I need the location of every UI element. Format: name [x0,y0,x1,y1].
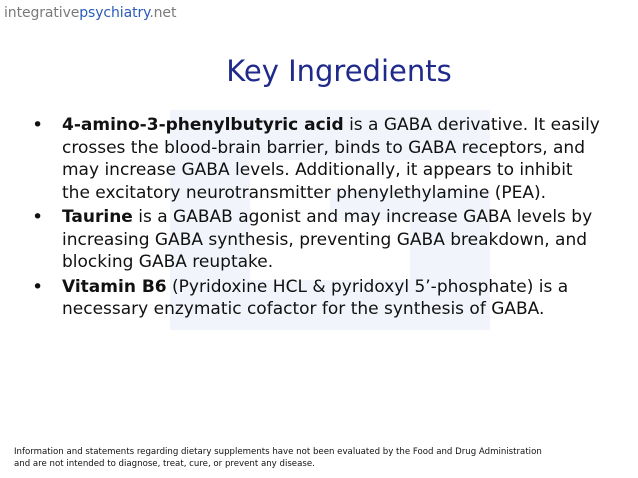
logo-text-psychiatry: psychiatry [79,5,150,21]
ingredient-term: Vitamin B6 [62,276,167,297]
list-item [28,206,603,274]
slide-title: Key Ingredients [226,54,452,88]
list-item [28,114,603,204]
logo-text-integrative: integrative [4,5,80,21]
site-logo[interactable] [4,5,176,21]
logo-text-net: .net [149,5,177,21]
ingredient-description: is a GABA derivative. It easily crosses the blood-brain barrier, binds to GABA receptors, and may increase GABA levels. Additionally, it appears to inhibit the excitatory neurotransmitter phenylethylamine (PEA). [62,115,600,203]
list-item [28,276,603,321]
ingredient-description: is a GABAB agonist and may increase GABA levels by increasing GABA synthesis, preventing GABA breakdown, and blocking GABA reuptake. [62,207,593,272]
disclaimer-line-2: and are not intended to diagnose, treat, cure, or prevent any disease. [14,459,315,469]
ingredient-description: (Pyridoxine HCL & pyridoxyl 5’-phosphate) is a necessary enzymatic cofactor for the synthesis of GABA. [62,276,569,319]
ingredient-term: 4-amino-3-phenylbutyric acid [62,115,344,135]
disclaimer-line-1: Information and statements regarding dietary supplements have not been evaluated by the Food and Drug Administration [14,447,542,457]
ingredient-list [28,114,603,323]
ingredient-term: Taurine [62,207,133,227]
fda-disclaimer [14,446,624,470]
